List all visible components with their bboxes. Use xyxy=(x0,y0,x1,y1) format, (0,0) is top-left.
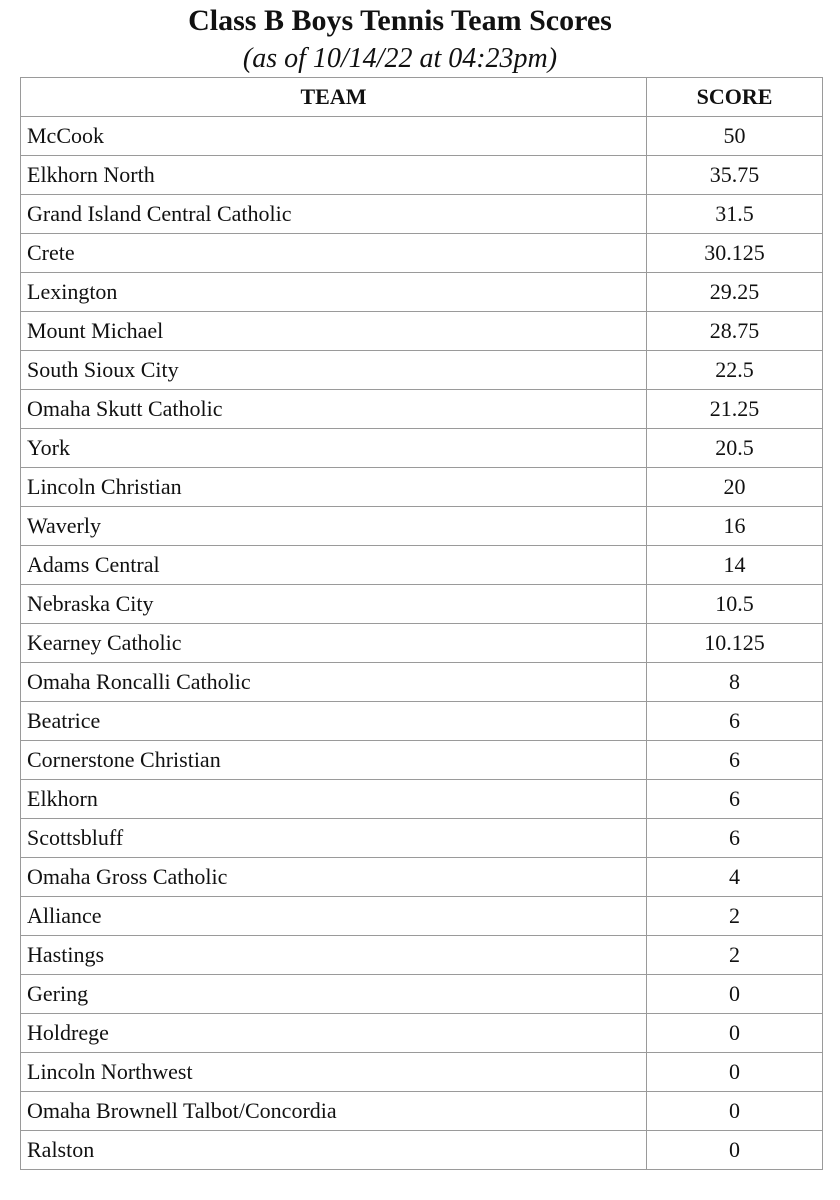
team-score-cell: 6 xyxy=(647,702,823,741)
team-name-cell: Kearney Catholic xyxy=(21,624,647,663)
table-row xyxy=(21,312,823,351)
team-score-cell: 6 xyxy=(647,819,823,858)
page-title: Class B Boys Tennis Team Scores xyxy=(188,4,612,37)
team-name-cell: Beatrice xyxy=(21,702,647,741)
table-row xyxy=(21,1014,823,1053)
team-name-cell: Waverly xyxy=(21,507,647,546)
team-name-cell: Elkhorn North xyxy=(21,156,647,195)
table-row xyxy=(21,468,823,507)
team-score-cell: 6 xyxy=(647,780,823,819)
team-score-cell: 4 xyxy=(647,858,823,897)
table-row xyxy=(21,156,823,195)
table-row xyxy=(21,195,823,234)
team-score-cell: 21.25 xyxy=(647,390,823,429)
team-name-cell: Cornerstone Christian xyxy=(21,741,647,780)
table-row xyxy=(21,780,823,819)
team-score-cell: 0 xyxy=(647,1092,823,1131)
team-score-cell: 50 xyxy=(647,117,823,156)
team-name-cell: Ralston xyxy=(21,1131,647,1170)
team-score-cell: 8 xyxy=(647,663,823,702)
team-name-cell: Grand Island Central Catholic xyxy=(21,195,647,234)
team-score-cell: 0 xyxy=(647,975,823,1014)
team-name-cell: McCook xyxy=(21,117,647,156)
table-row xyxy=(21,351,823,390)
team-score-cell: 20.5 xyxy=(647,429,823,468)
team-name-cell: Lincoln Northwest xyxy=(21,1053,647,1092)
team-name-cell: York xyxy=(21,429,647,468)
table-row xyxy=(21,117,823,156)
team-score-cell: 10.125 xyxy=(647,624,823,663)
team-score-cell: 6 xyxy=(647,741,823,780)
team-name-cell: Omaha Brownell Talbot/Concordia xyxy=(21,1092,647,1131)
table-row xyxy=(21,507,823,546)
team-score-cell: 16 xyxy=(647,507,823,546)
table-row xyxy=(21,1092,823,1131)
table-row xyxy=(21,546,823,585)
table-row xyxy=(21,624,823,663)
table-row xyxy=(21,1053,823,1092)
team-score-cell: 0 xyxy=(647,1053,823,1092)
team-score-cell: 22.5 xyxy=(647,351,823,390)
table-row xyxy=(21,819,823,858)
column-header-team: TEAM xyxy=(21,78,647,117)
team-name-cell: Scottsbluff xyxy=(21,819,647,858)
team-score-cell: 2 xyxy=(647,897,823,936)
table-row xyxy=(21,975,823,1014)
team-score-cell: 10.5 xyxy=(647,585,823,624)
table-header-row xyxy=(21,78,823,117)
team-name-cell: Gering xyxy=(21,975,647,1014)
team-score-cell: 35.75 xyxy=(647,156,823,195)
table-row xyxy=(21,1131,823,1170)
team-score-cell: 20 xyxy=(647,468,823,507)
table-row xyxy=(21,390,823,429)
table-body xyxy=(21,117,823,1170)
team-score-cell: 0 xyxy=(647,1131,823,1170)
team-score-cell: 28.75 xyxy=(647,312,823,351)
team-name-cell: Lexington xyxy=(21,273,647,312)
team-name-cell: South Sioux City xyxy=(21,351,647,390)
page-subtitle: (as of 10/14/22 at 04:23pm) xyxy=(242,43,558,74)
table-row xyxy=(21,936,823,975)
team-name-cell: Lincoln Christian xyxy=(21,468,647,507)
team-score-cell: 31.5 xyxy=(647,195,823,234)
team-name-cell: Mount Michael xyxy=(21,312,647,351)
table-row xyxy=(21,702,823,741)
team-name-cell: Adams Central xyxy=(21,546,647,585)
team-name-cell: Omaha Roncalli Catholic xyxy=(21,663,647,702)
team-name-cell: Omaha Gross Catholic xyxy=(21,858,647,897)
table-row xyxy=(21,273,823,312)
team-name-cell: Crete xyxy=(21,234,647,273)
team-score-cell: 0 xyxy=(647,1014,823,1053)
team-score-cell: 14 xyxy=(647,546,823,585)
team-name-cell: Holdrege xyxy=(21,1014,647,1053)
team-scores-table xyxy=(20,77,823,1170)
table-row xyxy=(21,858,823,897)
team-score-cell: 29.25 xyxy=(647,273,823,312)
table-row xyxy=(21,741,823,780)
team-name-cell: Elkhorn xyxy=(21,780,647,819)
team-name-cell: Omaha Skutt Catholic xyxy=(21,390,647,429)
team-score-cell: 2 xyxy=(647,936,823,975)
table-row xyxy=(21,897,823,936)
team-name-cell: Nebraska City xyxy=(21,585,647,624)
team-name-cell: Hastings xyxy=(21,936,647,975)
column-header-score: SCORE xyxy=(647,78,823,117)
team-score-cell: 30.125 xyxy=(647,234,823,273)
table-row xyxy=(21,585,823,624)
table-row xyxy=(21,234,823,273)
table-row xyxy=(21,663,823,702)
table-row xyxy=(21,429,823,468)
team-name-cell: Alliance xyxy=(21,897,647,936)
